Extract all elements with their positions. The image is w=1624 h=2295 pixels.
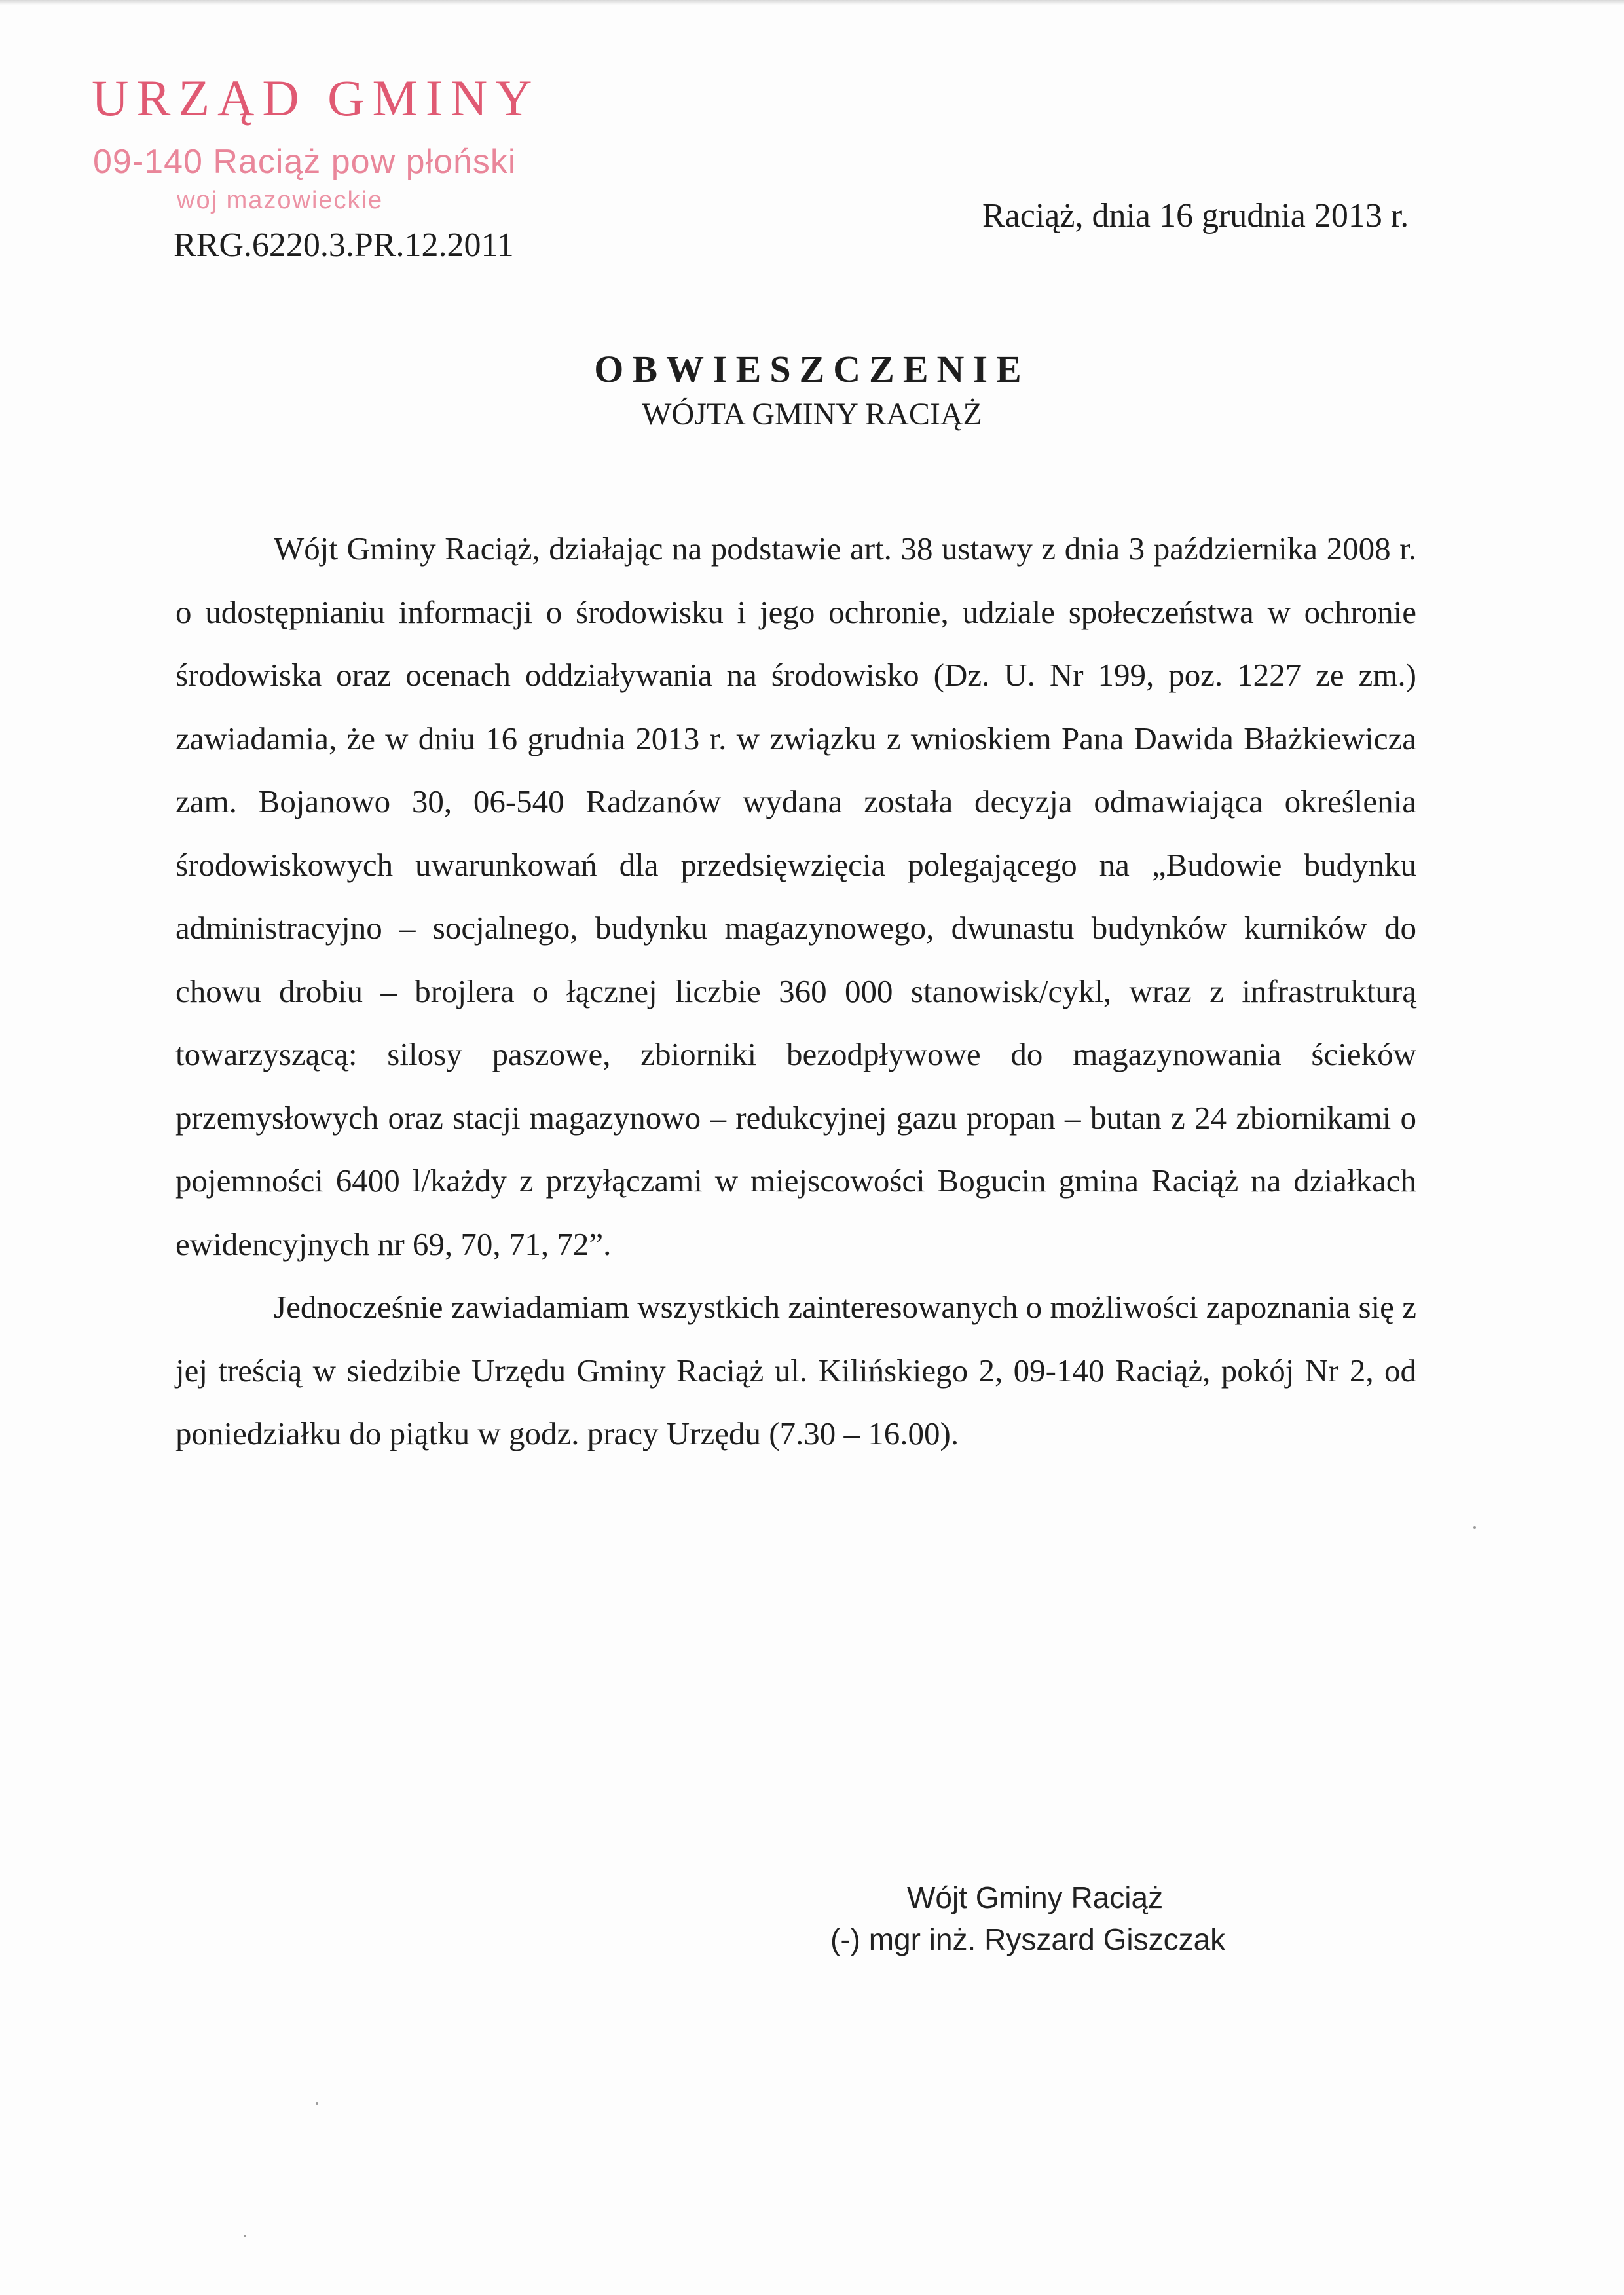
document-body — [175, 517, 1416, 1466]
scan-speck — [316, 2102, 318, 2105]
stamp-voivodeship: woj mazowieckie — [177, 187, 384, 214]
document-title: OBWIESZCZENIE — [594, 348, 1030, 390]
document-subtitle: WÓJTA GMINY RACIĄŻ — [642, 397, 982, 432]
scan-speck — [244, 2235, 246, 2237]
scan-speck — [1473, 1526, 1476, 1529]
body-paragraph-1: Wójt Gminy Raciąż, działając na podstawie art. 38 ustawy z dnia 3 października 2008 r. o udostępnianiu informacji o środowisku i jego ochronie, udziale społeczeństwa w ochronie środowiska oraz ocenach oddziaływania na środowisko (Dz. U. Nr 199, poz. 1227 ze zm.) zawiadamia, że w dniu 16 grudnia 2013 r. w związku z wnioskiem Pana Dawida Błażkiewicza zam. Bojanowo 30, 06-540 Radzanów wydana została decyzja odmawiająca określenia środowiskowych uwarunkowań dla przedsięwzięcia polegającego na „Budowie budynku administracyjno – socjalnego, budynku magazynowego, dwunastu budynków kurników do chowu drobiu – brojlera o łącznej liczbie 360 000 stanowisk/cykl, wraz z infrastrukturą towarzyszącą: silosy paszowe, zbiorniki bezodpływowe do magazynowania ścieków przemysłowych oraz stacji magazynowo – redukcyjnej gazu propan – butan z 24 zbiornikami o pojemności 6400 l/każdy z przyłączami w miejscowości Bogucin gmina Raciąż na działkach ewidencyjnych nr 69, 70, 71, 72”. — [175, 531, 1416, 1262]
scan-edge — [0, 0, 1624, 5]
stamp-address: 09-140 Raciąż pow płoński — [93, 143, 517, 181]
signature-title: Wójt Gminy Raciąż — [907, 1880, 1164, 1914]
document-date: Raciąż, dnia 16 grudnia 2013 r. — [982, 197, 1409, 234]
reference-number: RRG.6220.3.PR.12.2011 — [174, 227, 514, 264]
signature-block — [812, 1876, 1310, 1960]
body-paragraph-2: Jednocześnie zawiadamiam wszystkich zainteresowanych o możliwości zapoznania się z jej treścią w siedzibie Urzędu Gminy Raciąż ul. Kilińskiego 2, 09-140 Raciąż, pokój Nr 2, od poniedziałku do piątku w godz. pracy Urzędu (7.30 – 16.00). — [175, 1289, 1416, 1451]
signature-name: (-) mgr inż. Ryszard Giszczak — [830, 1922, 1226, 1956]
stamp-office-name: URZĄD GMINY — [92, 69, 540, 126]
